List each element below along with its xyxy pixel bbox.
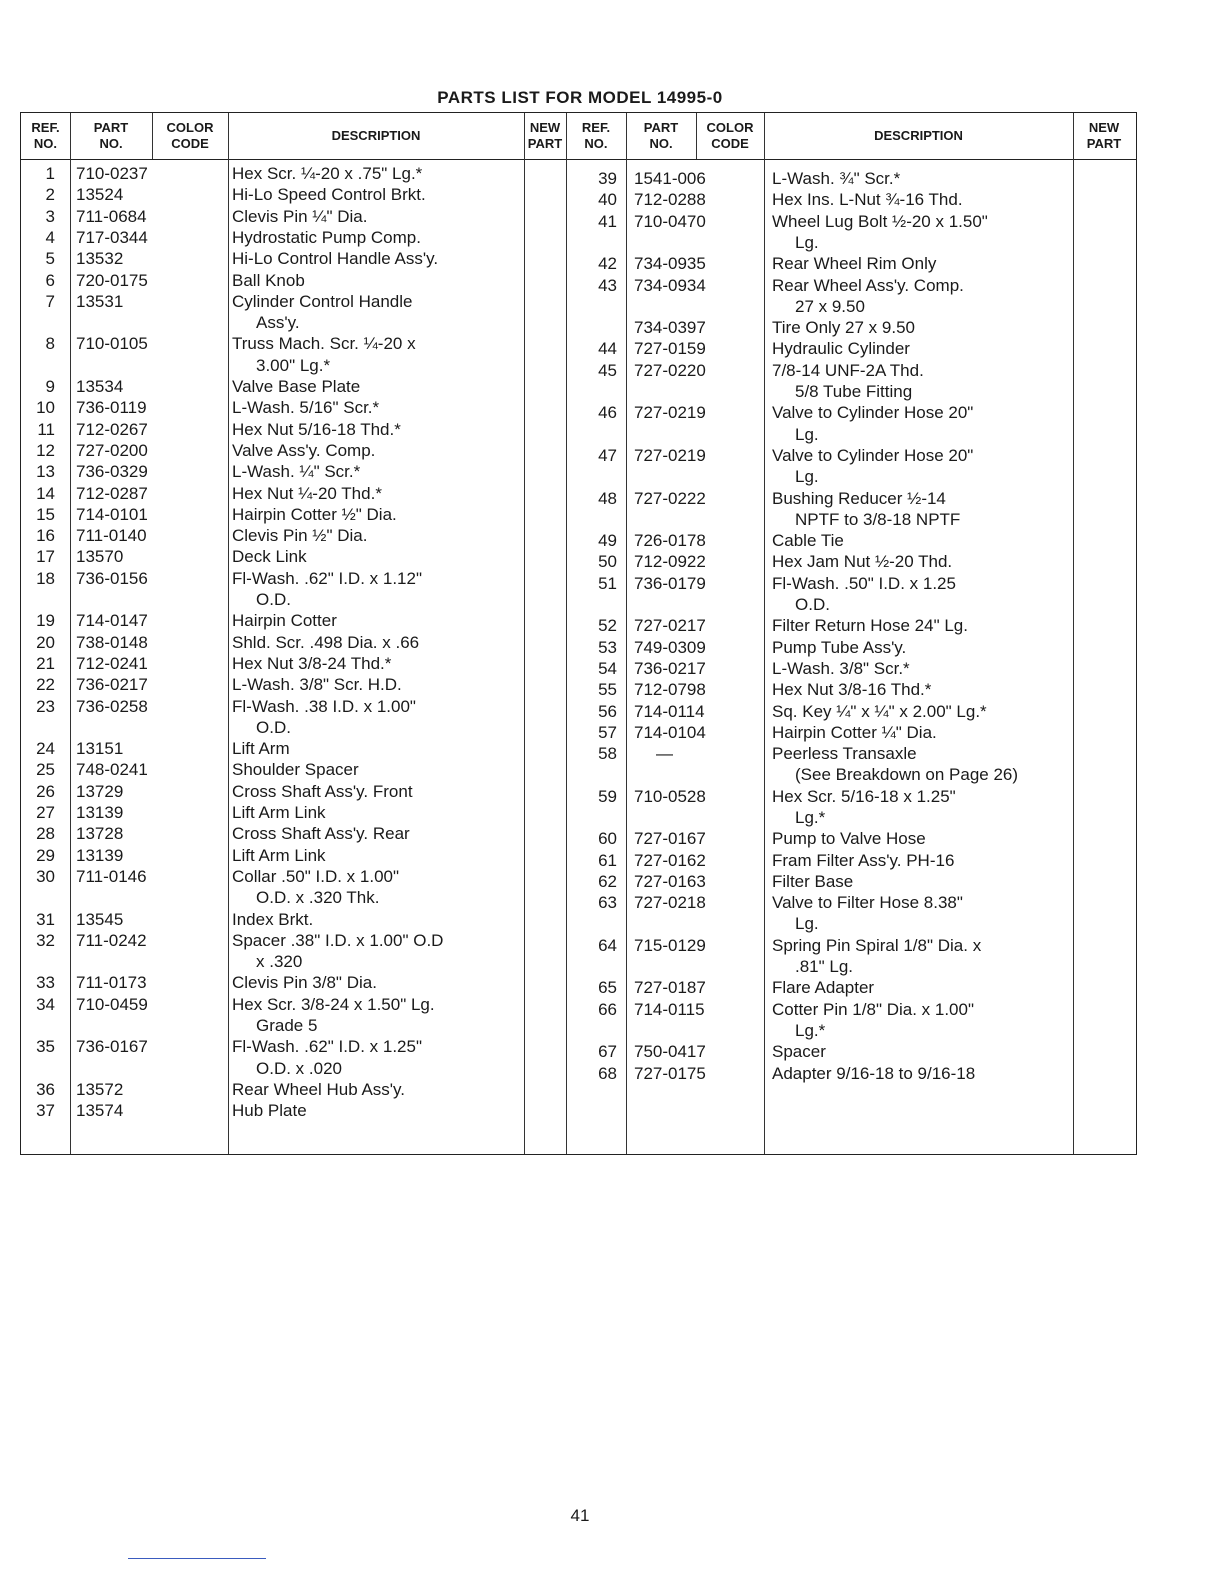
description-line: Hi-Lo Speed Control Brkt. xyxy=(232,185,426,205)
part-no: 736-0258 xyxy=(76,696,148,716)
header-new-text: NEW PART xyxy=(1086,120,1122,151)
part-no: 727-0167 xyxy=(634,829,706,849)
part-no: 750-0417 xyxy=(634,1042,706,1062)
description-line: Hub Plate xyxy=(232,1101,307,1121)
description-line: Hex Ins. L-Nut ¾-16 Thd. xyxy=(772,190,963,210)
ref-no: 62 xyxy=(598,871,617,891)
header-new-right xyxy=(1073,113,1135,159)
description-line: Shoulder Spacer xyxy=(232,760,359,780)
ref-no: 2 xyxy=(45,185,55,205)
ref-no: 33 xyxy=(36,973,55,993)
ref-no: 34 xyxy=(36,994,55,1014)
description-line: Lg. xyxy=(795,232,819,252)
ref-no: 1 xyxy=(45,164,55,183)
description-line: Rear Wheel Rim Only xyxy=(772,254,937,274)
part-no: 1541-006 xyxy=(634,169,706,188)
part-no: 13151 xyxy=(76,739,124,759)
description-line: Hi-Lo Control Handle Ass'y. xyxy=(232,249,439,269)
description-line: Wheel Lug Bolt ½-20 x 1.50" xyxy=(772,211,988,231)
description-line: Lg.* xyxy=(795,1020,826,1040)
part-no: 727-0217 xyxy=(634,616,706,636)
part-no: 712-0241 xyxy=(76,653,148,673)
description-line: Hex Scr. ¼-20 x .75" Lg.* xyxy=(232,164,423,183)
ref-no: 15 xyxy=(36,504,55,524)
description-line: Spring Pin Spiral 1/8" Dia. x xyxy=(772,935,982,955)
part-no: 712-0287 xyxy=(76,483,148,503)
ref-no: 35 xyxy=(36,1037,55,1057)
col-divider xyxy=(626,113,627,1154)
part-no: 727-0222 xyxy=(634,488,706,508)
ref-no: 19 xyxy=(36,611,55,631)
part-no: 714-0101 xyxy=(76,504,148,524)
description-line: Ass'y. xyxy=(256,313,300,333)
part-no: 711-0684 xyxy=(76,206,147,226)
part-no: 715-0129 xyxy=(634,935,706,955)
ref-no: 53 xyxy=(598,637,617,657)
header-ref-text: REF. NO. xyxy=(31,120,60,151)
ref-no: 21 xyxy=(36,653,55,673)
part-no: 748-0241 xyxy=(76,760,148,780)
ref-no: 55 xyxy=(598,680,617,700)
part-no: 13139 xyxy=(76,845,124,865)
ref-no: 8 xyxy=(45,334,55,354)
part-no: 736-0167 xyxy=(76,1037,148,1057)
part-no: 13572 xyxy=(76,1079,124,1099)
description-line: Adapter 9/16-18 to 9/16-18 xyxy=(772,1063,976,1083)
part-no: 736-0217 xyxy=(634,658,706,678)
part-no: — xyxy=(656,744,673,764)
part-no: 736-0156 xyxy=(76,568,148,588)
ref-no: 6 xyxy=(45,270,55,290)
part-no: 710-0237 xyxy=(76,164,148,183)
description-line: Hydraulic Cylinder xyxy=(772,339,910,359)
description-line: Lift Arm xyxy=(232,739,290,759)
ref-no: 5 xyxy=(45,249,55,269)
part-no: 736-0329 xyxy=(76,462,148,482)
part-no: 727-0162 xyxy=(634,850,706,870)
description-line: Index Brkt. xyxy=(232,909,314,929)
description-line: Grade 5 xyxy=(256,1015,318,1035)
description-line: Hex Scr. 5/16-18 x 1.25" xyxy=(772,786,956,806)
description-line: NPTF to 3/8-18 NPTF xyxy=(795,509,961,529)
part-no: 714-0115 xyxy=(634,999,705,1019)
part-no: 734-0397 xyxy=(634,318,706,338)
ref-no: 36 xyxy=(36,1079,55,1099)
description-line: Hydrostatic Pump Comp. xyxy=(232,227,421,247)
description-line: L-Wash. ¾" Scr.* xyxy=(772,169,901,188)
description-line: Hex Nut 3/8-16 Thd.* xyxy=(772,680,932,700)
header-color-text: COLOR CODE xyxy=(706,120,754,151)
part-no: 13574 xyxy=(76,1101,124,1121)
description-line: Spacer xyxy=(772,1042,826,1062)
description-line: Rear Wheel Hub Ass'y. xyxy=(232,1079,405,1099)
header-part-text: PART NO. xyxy=(93,120,129,151)
part-no: 727-0175 xyxy=(634,1063,706,1083)
ref-no: 27 xyxy=(36,803,55,822)
part-no: 711-0242 xyxy=(76,930,147,950)
ref-no: 20 xyxy=(36,632,55,652)
part-no: 710-0459 xyxy=(76,994,148,1014)
part-no: 727-0159 xyxy=(634,339,706,359)
description-line: Valve Base Plate xyxy=(232,377,361,396)
description-line: Flare Adapter xyxy=(772,978,875,998)
ref-no: 66 xyxy=(598,999,617,1019)
description-line: O.D. xyxy=(256,589,291,609)
description-line: .81" Lg. xyxy=(795,957,854,977)
part-no: 13532 xyxy=(76,249,124,269)
part-no: 13534 xyxy=(76,377,124,396)
part-no: 717-0344 xyxy=(76,227,148,247)
ref-no: 17 xyxy=(36,547,55,567)
part-no: 13545 xyxy=(76,909,124,929)
ref-no: 26 xyxy=(36,781,55,801)
header-new-text: NEW PART xyxy=(527,120,563,151)
part-no: 712-0798 xyxy=(634,680,706,700)
description-line: Peerless Transaxle xyxy=(772,744,917,764)
ref-no: 16 xyxy=(36,526,55,546)
ref-no: 40 xyxy=(598,190,617,210)
description-line: Bushing Reducer ½-14 xyxy=(772,488,946,508)
description-line: Lift Arm Link xyxy=(232,845,326,865)
ref-no: 24 xyxy=(36,739,55,759)
description-line: O.D. xyxy=(795,594,830,614)
ref-no: 60 xyxy=(598,829,617,849)
description-line: Lg. xyxy=(795,914,819,934)
ref-no: 44 xyxy=(598,339,617,359)
part-no: 727-0200 xyxy=(76,440,148,460)
description-line: Valve to Cylinder Hose 20" xyxy=(772,403,974,423)
ref-no: 13 xyxy=(36,462,55,482)
part-no: 738-0148 xyxy=(76,632,148,652)
description-line: Hex Jam Nut ½-20 Thd. xyxy=(772,552,953,572)
part-no: 736-0179 xyxy=(634,573,706,593)
part-no: 13524 xyxy=(76,185,124,205)
ref-no: 52 xyxy=(598,616,617,636)
part-no: 711-0146 xyxy=(76,866,147,886)
description-line: Cable Tie xyxy=(772,531,844,551)
ref-no: 48 xyxy=(598,488,617,508)
ref-no: 68 xyxy=(598,1063,617,1083)
description-line: (See Breakdown on Page 26) xyxy=(795,765,1019,785)
description-line: Lift Arm Link xyxy=(232,803,326,822)
description-line: O.D. xyxy=(256,717,291,737)
description-line: Sq. Key ¼" x ¼" x 2.00" Lg.* xyxy=(772,701,987,721)
description-line: Fl-Wash. .38 I.D. x 1.00" xyxy=(232,696,416,716)
description-line: Clevis Pin ¼" Dia. xyxy=(232,206,368,226)
description-line: Fram Filter Ass'y. PH-16 xyxy=(772,850,955,870)
ref-no: 14 xyxy=(36,483,55,503)
description-line: Filter Base xyxy=(772,871,854,891)
description-line: 5/8 Tube Fitting xyxy=(795,381,913,401)
description-line: Valve Ass'y. Comp. xyxy=(232,440,376,460)
ref-no: 32 xyxy=(36,930,55,950)
ref-no: 56 xyxy=(598,701,617,721)
part-no: 734-0934 xyxy=(634,275,706,295)
part-no: 726-0178 xyxy=(634,531,706,551)
ref-no: 63 xyxy=(598,893,617,913)
part-no: 711-0173 xyxy=(76,973,147,993)
description-line: Clevis Pin 3/8" Dia. xyxy=(232,973,377,993)
description-line: Cross Shaft Ass'y. Front xyxy=(232,781,413,801)
col-divider xyxy=(524,113,525,1154)
header-color-left xyxy=(152,113,228,159)
description-line: Fl-Wash. .62" I.D. x 1.12" xyxy=(232,568,422,588)
ref-no: 46 xyxy=(598,403,617,423)
ref-no: 23 xyxy=(36,696,55,716)
ref-no: 9 xyxy=(45,377,55,396)
part-no: 712-0922 xyxy=(634,552,706,572)
part-no: 712-0288 xyxy=(634,190,706,210)
ref-no: 12 xyxy=(36,440,55,460)
header-ref-left xyxy=(21,113,70,159)
description-line: Lg. xyxy=(795,424,819,444)
ref-no: 18 xyxy=(36,568,55,588)
description-line: Valve to Filter Hose 8.38" xyxy=(772,893,963,913)
ref-no: 42 xyxy=(598,254,617,274)
part-no: 727-0218 xyxy=(634,893,706,913)
ref-no: 64 xyxy=(598,935,617,955)
description-line: Ball Knob xyxy=(232,270,305,290)
ref-no: 45 xyxy=(598,360,617,380)
description-line: Deck Link xyxy=(232,547,307,567)
ref-no: 57 xyxy=(598,722,617,742)
ref-no: 39 xyxy=(598,169,617,188)
description-line: Clevis Pin ½" Dia. xyxy=(232,526,368,546)
ref-no: 25 xyxy=(36,760,55,780)
part-no: 710-0528 xyxy=(634,786,706,806)
description-line: x .320 xyxy=(256,952,303,972)
page-number: 41 xyxy=(570,1506,590,1525)
part-no: 727-0220 xyxy=(634,360,706,380)
description-line: Valve to Cylinder Hose 20" xyxy=(772,445,974,465)
header-desc-left xyxy=(228,113,524,159)
ref-no: 4 xyxy=(45,227,55,247)
header-desc-text: DESCRIPTION xyxy=(874,128,963,143)
part-no: 13531 xyxy=(76,291,124,311)
part-no: 734-0935 xyxy=(634,254,706,274)
description-line: Fl-Wash. .50" I.D. x 1.25 xyxy=(772,573,956,593)
description-line: Hex Nut 3/8-24 Thd.* xyxy=(232,653,392,673)
ref-no: 11 xyxy=(37,419,55,439)
description-line: Rear Wheel Ass'y. Comp. xyxy=(772,275,964,295)
description-line: Hex Nut 5/16-18 Thd.* xyxy=(232,419,401,439)
part-no: 13570 xyxy=(76,547,124,567)
description-line: Tire Only 27 x 9.50 xyxy=(772,318,915,338)
header-color-text: COLOR CODE xyxy=(166,120,214,151)
part-no: 749-0309 xyxy=(634,637,706,657)
ref-no: 58 xyxy=(598,744,617,764)
col-divider xyxy=(1073,113,1074,1154)
description-line: L-Wash. 5/16" Scr.* xyxy=(232,398,380,418)
ref-no: 29 xyxy=(36,845,55,865)
part-no: 727-0219 xyxy=(634,403,706,423)
part-no: 720-0175 xyxy=(76,270,148,290)
col-divider xyxy=(566,113,567,1154)
part-no: 727-0219 xyxy=(634,445,706,465)
part-no: 727-0163 xyxy=(634,871,706,891)
ref-no: 54 xyxy=(598,658,617,678)
part-no: 711-0140 xyxy=(76,526,147,546)
ref-no: 41 xyxy=(598,211,617,231)
description-line: L-Wash. 3/8" Scr.* xyxy=(772,658,910,678)
part-no: 13139 xyxy=(76,803,124,822)
ref-no: 7 xyxy=(45,291,55,311)
ref-no: 49 xyxy=(598,531,617,551)
header-part-text: PART NO. xyxy=(643,120,679,151)
ref-no: 65 xyxy=(598,978,617,998)
description-line: 27 x 9.50 xyxy=(795,296,865,316)
part-no: 712-0267 xyxy=(76,419,148,439)
description-line: Lg.* xyxy=(795,807,826,827)
description-line: 3.00" Lg.* xyxy=(256,355,331,375)
header-ref-text: REF. NO. xyxy=(581,120,611,151)
col-divider xyxy=(70,113,71,1154)
header-color-right xyxy=(696,113,764,159)
description-line: L-Wash. ¼" Scr.* xyxy=(232,462,361,482)
header-divider xyxy=(21,159,1136,160)
part-no: 710-0105 xyxy=(76,334,148,354)
description-line: Spacer .38" I.D. x 1.00" O.D xyxy=(232,930,444,950)
description-line: Cotter Pin 1/8" Dia. x 1.00" xyxy=(772,999,974,1019)
part-no: 736-0217 xyxy=(76,675,148,695)
description-line: Cross Shaft Ass'y. Rear xyxy=(232,824,410,844)
description-line: 7/8-14 UNF-2A Thd. xyxy=(772,360,924,380)
header-new-left xyxy=(524,113,566,159)
ref-no: 51 xyxy=(598,573,617,593)
description-line: Pump to Valve Hose xyxy=(772,829,926,849)
ref-no: 10 xyxy=(36,398,55,418)
description-line: Shld. Scr. .498 Dia. x .66 xyxy=(232,632,420,652)
description-line: Cylinder Control Handle xyxy=(232,291,413,311)
col-divider xyxy=(228,113,229,1154)
description-line: Filter Return Hose 24" Lg. xyxy=(772,616,968,636)
parts-table xyxy=(20,112,1137,1155)
description-line: Pump Tube Ass'y. xyxy=(772,637,907,657)
footer-rule xyxy=(128,1558,266,1559)
ref-no: 59 xyxy=(598,786,617,806)
ref-no: 37 xyxy=(36,1101,55,1121)
part-no: 714-0147 xyxy=(76,611,148,631)
description-line: Hairpin Cotter ½" Dia. xyxy=(232,504,397,524)
ref-no: 28 xyxy=(36,824,55,844)
description-line: Hex Scr. 3/8-24 x 1.50" Lg. xyxy=(232,994,435,1014)
description-line: O.D. x .320 Thk. xyxy=(256,888,380,908)
description-line: Collar .50" I.D. x 1.00" xyxy=(232,866,400,886)
description-line: O.D. x .020 xyxy=(256,1058,342,1078)
part-no: 13728 xyxy=(76,824,124,844)
ref-no: 31 xyxy=(36,909,55,929)
part-no: 714-0104 xyxy=(634,722,706,742)
description-line: Fl-Wash. .62" I.D. x 1.25" xyxy=(232,1037,422,1057)
part-no: 727-0187 xyxy=(634,978,706,998)
page-title: PARTS LIST FOR MODEL 14995-0 xyxy=(437,88,723,107)
ref-no: 50 xyxy=(598,552,617,572)
header-part-right xyxy=(626,113,696,159)
part-no: 710-0470 xyxy=(634,211,706,231)
ref-no: 22 xyxy=(36,675,55,695)
ref-no: 43 xyxy=(598,275,617,295)
ref-no: 30 xyxy=(36,866,55,886)
description-line: Truss Mach. Scr. ¼-20 x xyxy=(232,334,416,354)
header-ref-right xyxy=(566,113,626,159)
header-desc-text: DESCRIPTION xyxy=(331,128,421,143)
ref-no: 3 xyxy=(45,206,55,226)
ref-no: 61 xyxy=(598,850,617,870)
description-line: L-Wash. 3/8" Scr. H.D. xyxy=(232,675,402,695)
header-desc-right xyxy=(764,113,1073,159)
ref-no: 67 xyxy=(598,1042,617,1062)
ref-no: 47 xyxy=(598,445,617,465)
part-no: 13729 xyxy=(76,781,124,801)
part-no: 714-0114 xyxy=(634,701,705,721)
description-line: Lg. xyxy=(795,467,819,487)
description-line: Hex Nut ¼-20 Thd.* xyxy=(232,483,382,503)
col-divider xyxy=(764,113,765,1154)
part-no: 736-0119 xyxy=(76,398,147,418)
description-line: Hairpin Cotter xyxy=(232,611,337,631)
description-line: Hairpin Cotter ¼" Dia. xyxy=(772,722,937,742)
header-part-left xyxy=(70,113,152,159)
